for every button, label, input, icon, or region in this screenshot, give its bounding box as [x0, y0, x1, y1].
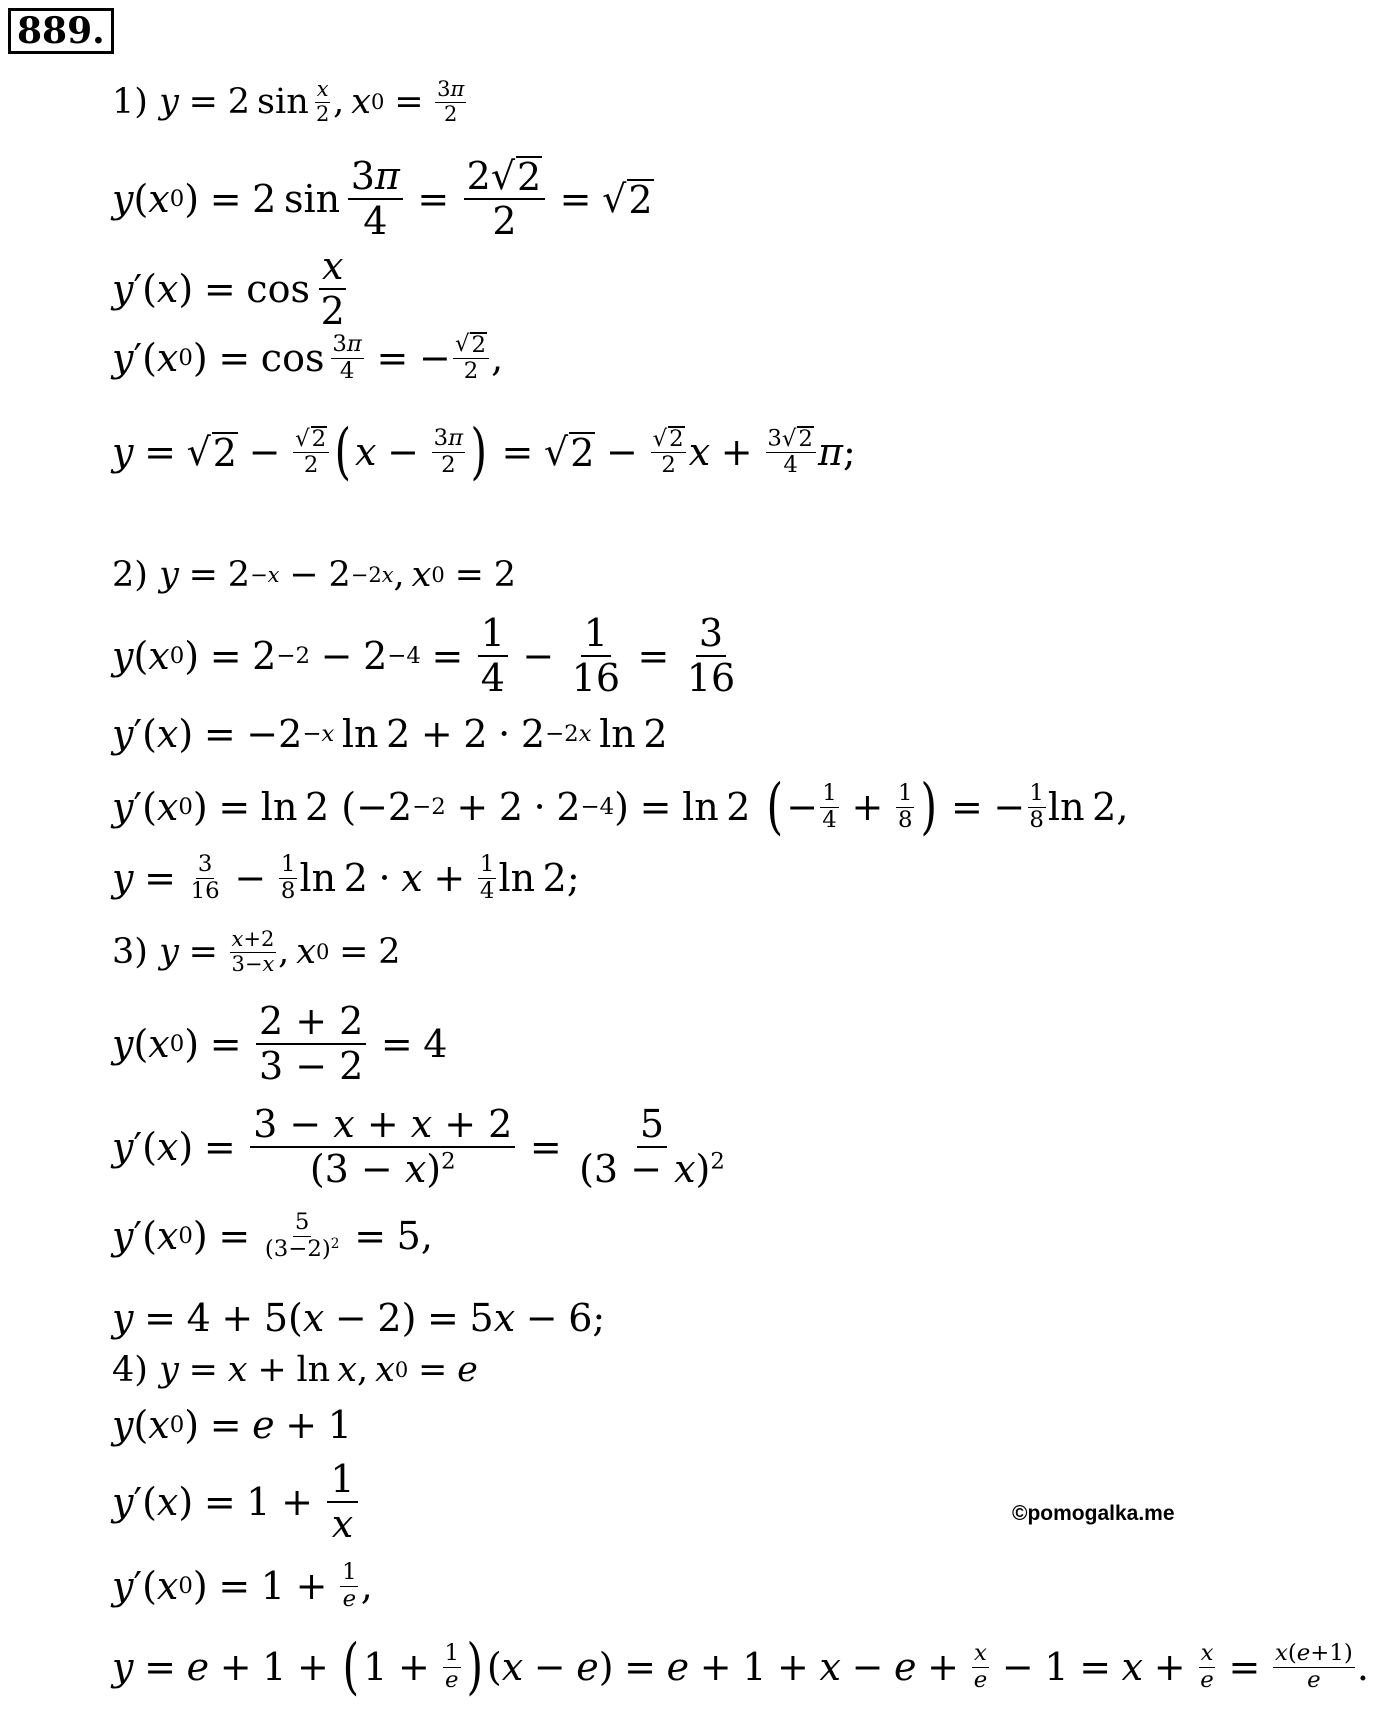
part3-label: 3): [112, 932, 148, 973]
part3-tangent: y = 4 + 5( x − 2) = 5 x − 6;: [112, 1296, 606, 1340]
part1-derivative: y ′( x ) = cos $\frac{x}{2}$: [112, 244, 345, 333]
part1-label: 1): [112, 82, 148, 123]
part2-derivative-at-x0: y ′( x 0 ) = ln 2 (−2 −2 + 2 · 2 −4 ) = ln 2 ( − $\frac{1}{4}$ + $\frac{1}{8}$ ) = − $\frac{1}{8}$ ln 2,: [112, 772, 1129, 842]
part1-statement: 1) y = 2 sin $\frac{x}{2}$ , x 0 = $\frac{3\pi}{2}$: [112, 77, 465, 126]
part3-statement: 3) y = $\frac{x+2}{3-x}$ , x 0 = 2: [112, 927, 401, 976]
part4-tangent: y = e + 1 + ( 1 + $\frac{1}{e}$ ) ( x − e ) = e + 1 + x − e + $\frac{x}{e}$ − 1 = x + $\frac{x}{e}$ = $\frac{x(e+1)}{e}$ .: [112, 1632, 1369, 1702]
part2-derivative: y ′( x ) = −2 −x ln 2 + 2 · 2 −2x ln 2: [112, 712, 668, 756]
watermark: ©pomogalka.me: [1012, 1502, 1175, 1525]
part1-tangent: y = √ 2 − √ 2 2 ( x − $\frac{3\pi}{2}$ ) = √ 2 − √ 2 2 x + 3 √ 2 4 π ;: [112, 417, 856, 487]
part4-derivative-at-x0: y ′( x 0 ) = 1 + $\frac{1}{e}$ ,: [112, 1559, 373, 1612]
part1-derivative-at-x0: y ′( x 0 ) = cos $\frac{3\pi}{4}$ = − √ 2 2 ,: [112, 331, 504, 384]
part4-derivative: y ′( x ) = 1 + $\frac{1}{x}$: [112, 1458, 361, 1545]
part1-value-at-x0: y ( x 0 ) = 2 sin $\frac{3\pi}{4}$ = 2 √ 2 2 = √ 2: [112, 154, 653, 243]
part3-derivative-at-x0: y ′( x 0 ) = $\frac{5}{(3-2)^2}$ = 5,: [112, 1209, 433, 1262]
part2-tangent: y = $\frac{3}{16}$ − $\frac{1}{8}$ ln 2 · x + $\frac{1}{4}$ ln 2;: [112, 851, 580, 904]
part4-label: 4): [112, 1350, 148, 1390]
problem-number: 889.: [8, 8, 114, 54]
part2-label: 2): [112, 555, 148, 595]
part2-statement: 2) y = 2 −x − 2 −2x , x 0 = 2: [112, 555, 516, 595]
part3-derivative: y ′( x ) = $\frac{3 - x + x + 2}{(3 - x)^2}$ = $\frac{5}{(3 - x)^2}$: [112, 1102, 725, 1191]
part3-value-at-x0: y ( x 0 ) = $\frac{2 + 2}{3 - 2}$ = 4: [112, 999, 448, 1088]
part4-value-at-x0: y ( x 0 ) = e + 1: [112, 1403, 352, 1447]
part2-value-at-x0: y ( x 0 ) = 2 −2 − 2 −4 = $\frac{1}{4}$ − $\frac{1}{16}$ = $\frac{3}{16}$: [112, 611, 736, 700]
part4-statement: 4) y = x + ln x , x 0 = e: [112, 1350, 478, 1390]
